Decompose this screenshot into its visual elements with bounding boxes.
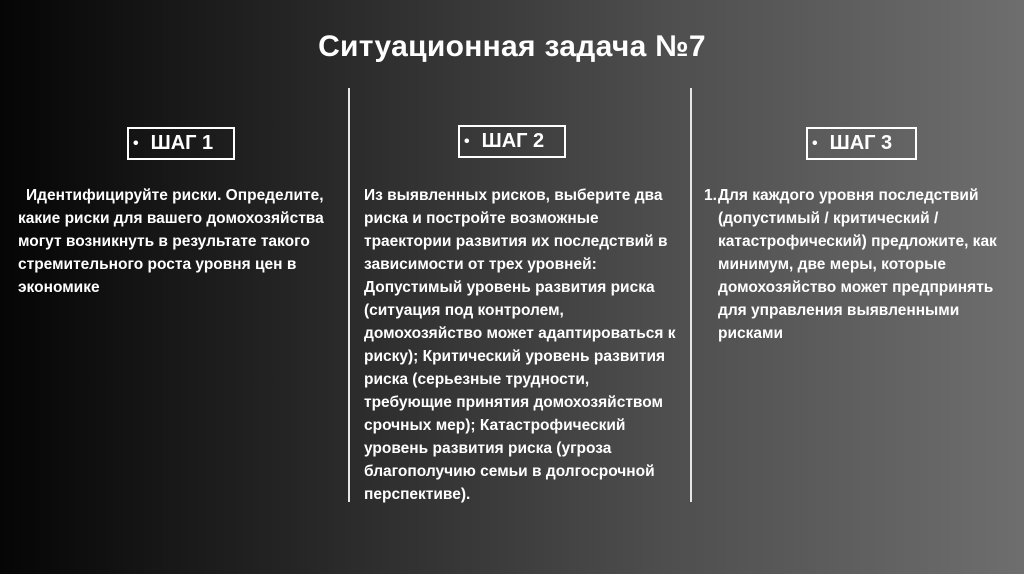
column-divider-left (348, 88, 350, 502)
step-3-text: Для каждого уровня последствий (допустимый / критический / катастрофический) предложите, как минимум, две меры, которые домохозяйство может предпринять для управления выявленными рисками (718, 187, 997, 342)
step-3-number: 1. (704, 187, 717, 204)
step-3-badge (806, 127, 917, 160)
step-2-badge (458, 125, 566, 158)
slide-title: Ситуационная задача №7 (318, 30, 706, 63)
step-1-badge (127, 127, 235, 160)
step-1-text: Идентифицируйте риски. Определите, какие риски для вашего домохозяйства могут возникнуть в результате такого стремительного роста уровня цен в экономике (18, 187, 324, 296)
bullet-icon: • (812, 134, 818, 152)
bullet-icon: • (133, 134, 139, 152)
column-divider-right (690, 88, 692, 502)
step-3-label: ШАГ 3 (829, 132, 893, 154)
bullet-icon: • (464, 132, 470, 150)
step-2-text: Из выявленных рисков, выберите два риска и постройте возможные траектории развития их последствий в зависимости от трех уровней: Допустимый уровень развития риска (ситуация под контролем, домохозяйство может адаптироваться к риску); Критический уровень развития риска (серьезные трудности, требующие принятия домохозяйством срочных мер); Катастрофический уровень развития риска (угроза благополучию семьи в долгосрочной перспективе). (364, 187, 676, 503)
step-1-label: ШАГ 1 (150, 132, 214, 154)
step-2-label: ШАГ 2 (481, 130, 545, 152)
step-3-list-item (704, 184, 1014, 345)
